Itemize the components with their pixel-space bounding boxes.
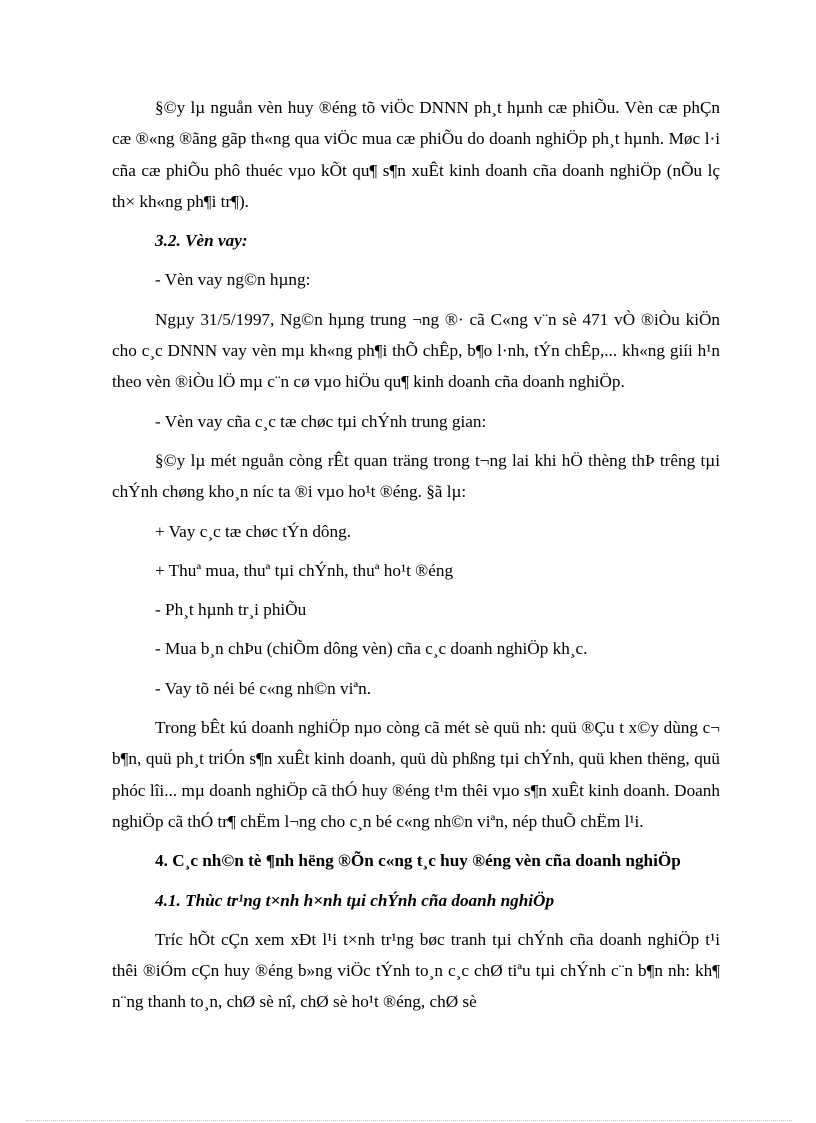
list-item-intermediary-loans: - Vèn vay cña c¸c tæ chøc tµi chÝnh trung gian: [155, 411, 487, 431]
section-heading-influencing-factors: 4. C¸c nh©n tè ¶nh hëng ®Õn c«ng t¸c huy ®éng vèn cña doanh nghiÖp [155, 851, 681, 871]
document-body [112, 92, 720, 1018]
list-item-bond-issuance: - Ph¸t hµnh tr¸i phiÕu [155, 600, 307, 620]
paragraph-bank-loan-decision: Ngµy 31/5/1997, Ng©n hµng trung ¬ng ®· cã C«ng v¨n sè 471 vÒ ®iÒu kiÖn cho c¸c DNNN vay vèn mµ kh«ng ph¶i thÕ chÊp, b¶o l·nh, tÝn chÊp,... kh«ng giíi h¹n theo vèn ®iÒu lÖ mµ c¨n cø vµo hiÖu qu¶ kinh doanh cña doanh nghiÖp. [112, 309, 720, 392]
paragraph-internal-funds: Trong bÊt kú doanh nghiÖp nµo còng cã mét sè quü nh: quü ®Çu t x©y dùng c¬ b¶n, quü ph¸t triÓn s¶n xuÊt kinh doanh, quü dù phßng tµi chÝnh, quü khen thëng, quü phóc lîi... mµ doanh nghiÖp cã thÓ huy ®éng t¹m thêi vµo s¶n xuÊt kinh doanh. Doanh nghiÖp cã thÓ tr¶ chËm l¬ng cho c¸n bé c«ng nh©n viªn, nép thuÕ chËm l¹i. [112, 718, 720, 831]
paragraph-financial-indicators: Tríc hÕt cÇn xem xÐt l¹i t×nh tr¹ng bøc tranh tµi chÝnh cña doanh nghiÖp t¹i thêi ®iÓm cÇn huy ®éng b»ng viÖc tÝnh to¸n c¸c chØ tiªu tµi chÝnh c¨n b¶n nh: kh¶ n¨ng thanh to¸n, chØ sè nî, chØ sè ho¹t ®éng, chØ sè [112, 929, 720, 1012]
section-heading-loan-capital: 3.2. Vèn vay: [155, 231, 248, 251]
list-item-employee-loans: - Vay tõ néi bé c«ng nh©n viªn. [155, 678, 372, 698]
list-item-bank-loans: - Vèn vay ng©n hµng: [155, 270, 311, 290]
list-item-leasing: + Thuª mua, thuª tµi chÝnh, thuª ho¹t ®éng [155, 560, 454, 580]
subsection-heading-financial-status: 4.1. Thùc tr¹ng t×nh h×nh tµi chÝnh cña doanh nghiÖp [155, 890, 555, 910]
paragraph-equity-capital: §©y lµ nguån vèn huy ®éng tõ viÖc DNNN ph¸t hµnh cæ phiÕu. Vèn cæ phÇn cæ ®«ng ®ãng gãp th«ng qua viÖc mua cæ phiÕu do doanh nghiÖp ph¸t hµnh. Møc l·i cña cæ phiÕu phô thuéc vµo kÕt qu¶ s¶n xuÊt kinh doanh cña doanh nghiÖp (nÕu lç th× kh«ng ph¶i tr¶). [112, 98, 720, 211]
page-bottom-divider [26, 1120, 792, 1121]
paragraph-intermediary-source: §©y lµ mét nguån còng rÊt quan träng trong t¬ng lai khi hÖ thèng thÞ trêng tµi chÝnh chøng kho¸n níc ta ®i vµo ho¹t ®éng. §ã lµ: [112, 450, 720, 502]
list-item-trade-credit: - Mua b¸n chÞu (chiÕm dông vèn) cña c¸c doanh nghiÖp kh¸c. [155, 639, 588, 659]
list-item-credit-institutions: + Vay c¸c tæ chøc tÝn dông. [155, 521, 352, 541]
